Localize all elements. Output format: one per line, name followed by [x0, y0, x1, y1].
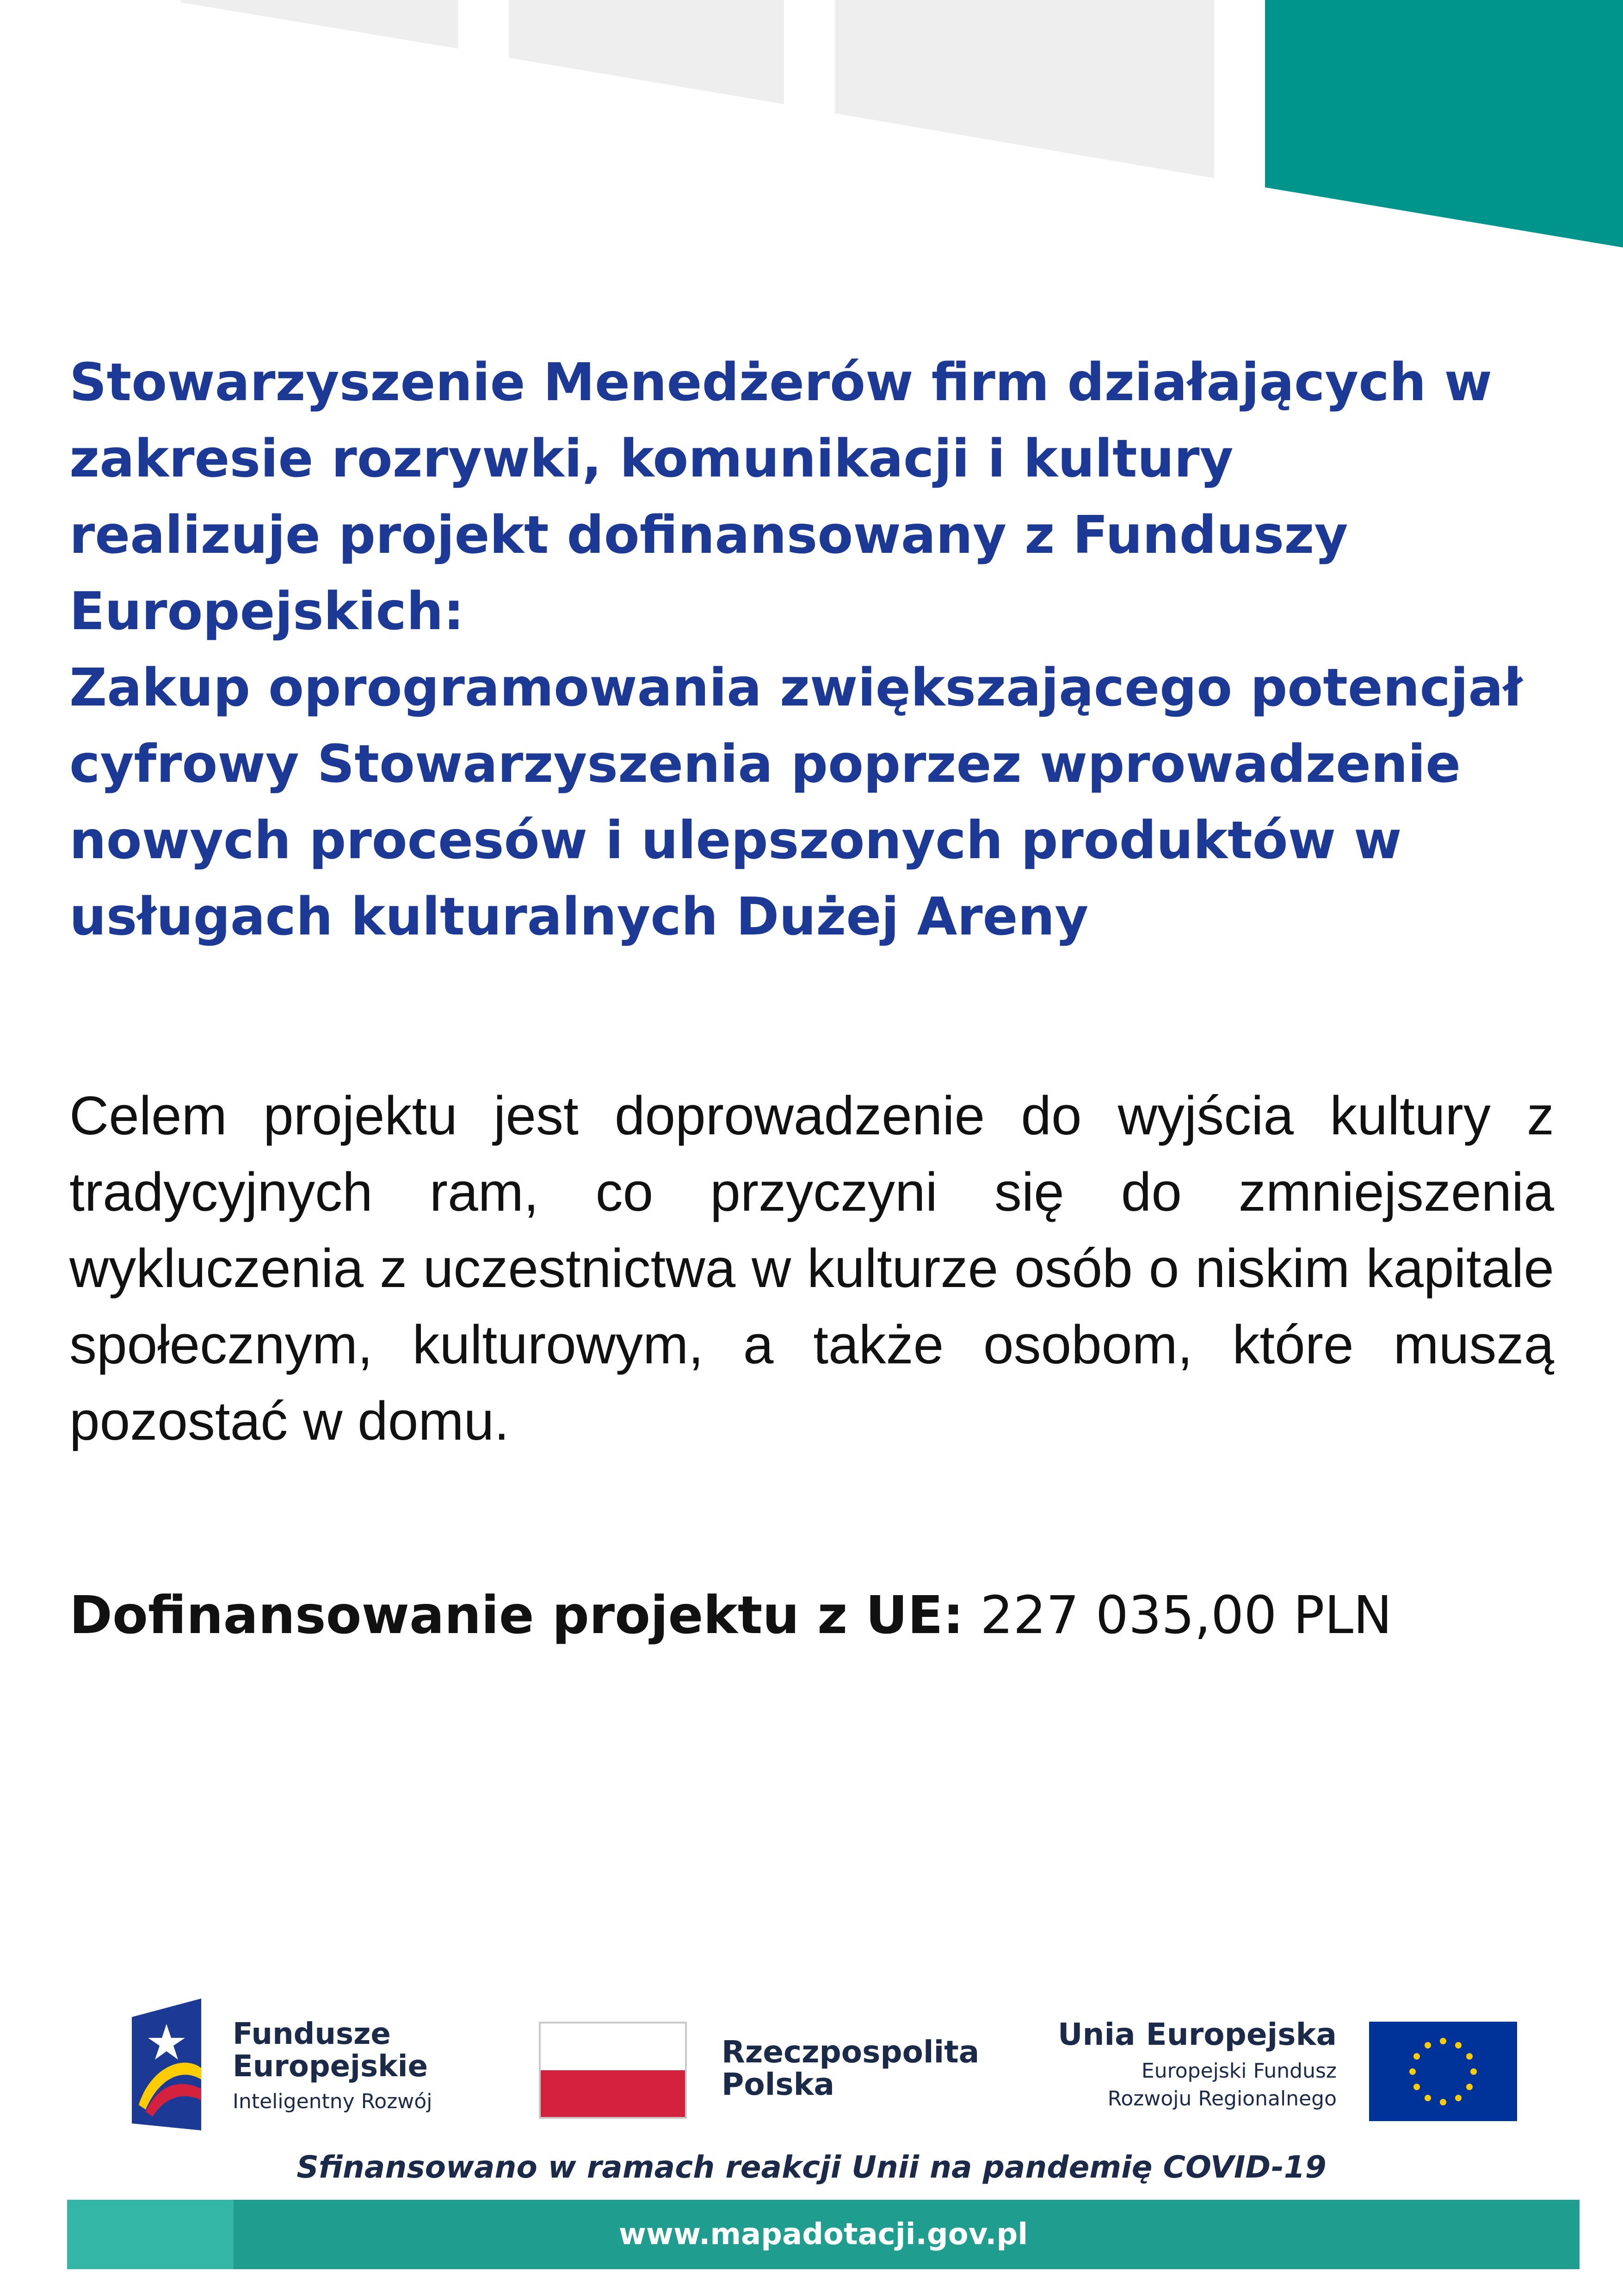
covid-funding-note: Sfinansowano w ramach reakcji Unii na pandemię COVID-19 [296, 2149, 1327, 2185]
fundusze-europejskie-emblem-icon [132, 1999, 206, 2130]
deco-stripe-1 [180, 0, 458, 49]
project-heading [69, 345, 1554, 955]
project-title-line: cyfrowy Stowarzyszenia poprzez wprowadzenie [69, 734, 1461, 794]
fundusze-line: Fundusze [233, 2017, 391, 2051]
project-description: Celem projektu jest doprowadzenie do wyjścia kultury z tradycyjnych ram, co przyczyni się do zmniejszenia wykluczenia z uczestnictwa w kulturze osób o niskim kapitale społecznym, kulturowym, a także osobom, które muszą pozostać w domu. [69, 1085, 1554, 1452]
heading-intro-line: realizuje projekt dofinansowany z Funduszy [69, 505, 1348, 565]
poland-flag-icon [539, 2022, 687, 2119]
polska-line: Polska [722, 2067, 835, 2102]
deco-stripe-3 [835, 0, 1214, 178]
unia-europejska-line: Unia Europejska [1057, 2017, 1337, 2052]
funding-amount: 227 035,00 PLN [980, 1585, 1392, 1646]
heading-intro-line: Europejskich: [69, 582, 464, 642]
fundusze-europejskie-logo [132, 1999, 511, 2133]
rozwoju-regionalnego-line: Rozwoju Regionalnego [1107, 2087, 1337, 2110]
project-title-line: usługach kulturalnych Dużej Areny [69, 887, 1089, 947]
funding-line [69, 1578, 1554, 1654]
europejskie-line: Europejskie [233, 2049, 428, 2084]
footer-band [67, 2200, 1580, 2269]
project-title-line: Zakup oprogramowania zwiększającego potencjał [69, 658, 1523, 718]
eu-flag-icon [1369, 2022, 1517, 2121]
heading-intro-line: Stowarzyszenie Menedżerów firm działających w [69, 353, 1492, 413]
deco-stripe-2 [509, 0, 784, 104]
flag-red-stripe [541, 2070, 685, 2117]
mapadotacji-link[interactable]: www.mapadotacji.gov.pl [618, 2217, 1028, 2252]
inteligentny-rozwoj-line: Inteligentny Rozwój [233, 2090, 432, 2113]
europejski-fundusz-line: Europejski Fundusz [1141, 2059, 1337, 2083]
funding-label: Dofinansowanie projektu z UE: [69, 1585, 964, 1646]
top-decorative-banner [0, 0, 1623, 259]
rzeczpospolita-line: Rzeczpospolita [722, 2034, 980, 2070]
rzeczpospolita-polska-logo [539, 2022, 983, 2123]
heading-intro-line: zakresie rozrywki, komunikacji i kultury [69, 429, 1234, 489]
deco-teal-block [1265, 0, 1623, 248]
unia-europejska-logo [1055, 2017, 1517, 2123]
flag-white-stripe [541, 2024, 685, 2070]
project-title-line: nowych procesów i ulepszonych produktów w [69, 811, 1402, 871]
